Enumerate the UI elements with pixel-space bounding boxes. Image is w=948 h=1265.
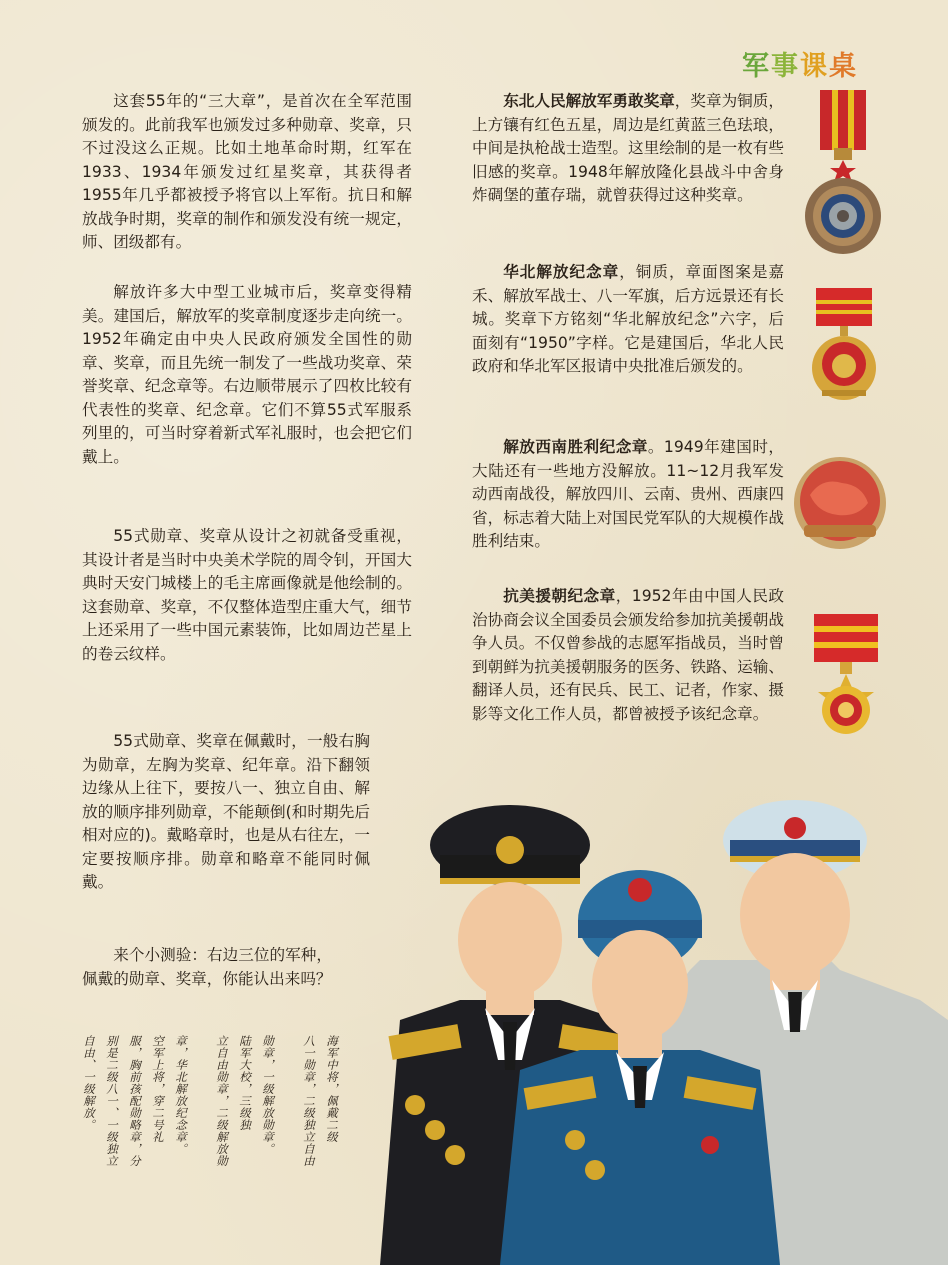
medal-body: ，1952年由中国人民政治协商会议全国委员会颁发给参加抗美援朝战争人员。不仅曾参战的志愿军指战员，当时曾到朝鲜为抗美援朝服务的医务、铁路、运输、翻译人员，还有民兵、民工、记者，作家、摄影等文化工作人员，都曾被授予该纪念章。: [472, 587, 784, 723]
answer-line: 陆军大校，三级独: [238, 1035, 252, 1131]
medal-body: ，铜质，章面图案是嘉禾、解放军战士、八一军旗，后方远景还有长城。奖章下方铭刻“华北解放纪念”六字，后面刻有“1950”字样。它是建国后，华北人民政府和华北军区报请中央批准后颁发的。: [472, 263, 784, 375]
medal-desc-korea: [472, 585, 784, 726]
northeast-bravery-medal-image: [802, 88, 884, 256]
section-title-char: 桌: [829, 51, 858, 82]
answer-line: 立自由勋章，二级解放勋: [215, 1035, 229, 1167]
answer-line: 勋章，一级解放勋章。: [261, 1035, 275, 1155]
answer-line: 服，胸前孩配勋略章，分: [128, 1035, 142, 1167]
left-paragraph-1: 这套55年的“三大章”，是首次在全军范围颁发的。此前我军也颁发过多种勋章、奖章，只不过没这么正规。比如土地革命时期，红军在1933、1934年颁发过红星奖章，其获得者1955年几乎都被授予将官以上军衔。抗日和解放战争时期，奖章的制作和颁发没有统一规定，师、团级都有。: [82, 92, 412, 251]
left-paragraph-4: 55式勋章、奖章在佩戴时，一般右胸为勋章，左胸为奖章、纪年章。沿下翻领边缘从上往下，要按八一、独立自由、解放的顺序排列勋章，不能颠倒(和时期先后相对应的)。戴略章时，也是从右往左，一定要按顺序排。勋章和略章不能同时佩戴。: [82, 732, 370, 891]
left-paragraph-5: 来个小测验：右边三位的军种，佩戴的勋章、奖章，你能认出来吗？: [82, 946, 332, 988]
medal-body: ，奖章为铜质，上方镶有红色五星，周边是红黄蓝三色珐琅，中间是执枪战士造型。这里绘制的是一枚有些旧感的奖章。1948年解放隆化县战斗中舍身炸碉堡的董存瑞，就曾获得过这种奖章。: [472, 92, 784, 204]
answer-line: 空军上将，穿二号礼: [151, 1035, 165, 1143]
answer-line: 章，华北解放纪念章。: [174, 1035, 188, 1155]
medal-desc-northeast: [472, 90, 784, 208]
medal-desc-north-china: [472, 261, 784, 379]
three-officers-illustration: [360, 770, 948, 1265]
section-title: [742, 44, 872, 83]
section-title-char: 事: [771, 51, 800, 82]
answer-line: 别是二级八一、一级独立: [105, 1035, 119, 1167]
medal-body: 。1949年建国时，大陆还有一些地方没解放。11~12月我军发动西南战役，解放四川、云南、贵州、西康四省，标志着大陆上对国民党军队的大规模作战胜利结束。: [472, 438, 784, 550]
section-title-char: 军: [742, 51, 771, 82]
medal-name: 解放西南胜利纪念章: [503, 438, 648, 456]
medal-name: 华北解放纪念章: [503, 263, 620, 281]
answer-line: 海军中将，佩戴二级: [325, 1035, 339, 1143]
answer-line: 自由、一级解放。: [82, 1035, 96, 1131]
medal-desc-southwest: [472, 436, 784, 554]
left-paragraph-3: 55式勋章、奖章从设计之初就备受重视，其设计者是当时中央美术学院的周令钊，开国大典时天安门城楼上的毛主席画像就是他绘制的。这套勋章、奖章，不仅整体造型庄重大气，细节上还采用了一些中国元素装饰，比如周边芒星上的卷云纹样。: [82, 527, 412, 663]
resist-america-aid-korea-medal-image: [808, 612, 884, 750]
left-paragraph-2: 解放许多大中型工业城市后，奖章变得精美。建国后，解放军的奖章制度逐步走向统一。1952年确定由中央人民政府颁发全国性的勋章、奖章，而且先统一制发了一些战功奖章、荣誉奖章、纪念章等。右边顺带展示了四枚比较有代表性的奖章、纪念章。它们不算55式军服系列里的，可当时穿着新式军礼服时，也会把它们戴上。: [82, 283, 412, 466]
southwest-liberation-medal-image: [792, 455, 888, 553]
north-china-liberation-medal-image: [808, 286, 880, 406]
medal-name: 抗美援朝纪念章: [503, 587, 616, 605]
section-title-char: 课: [800, 51, 829, 82]
quiz-answer-notes: [80, 1035, 340, 1235]
answer-line: 八一勋章，二级独立自由: [302, 1035, 316, 1167]
medal-name: 东北人民解放军勇敢奖章: [503, 92, 675, 110]
